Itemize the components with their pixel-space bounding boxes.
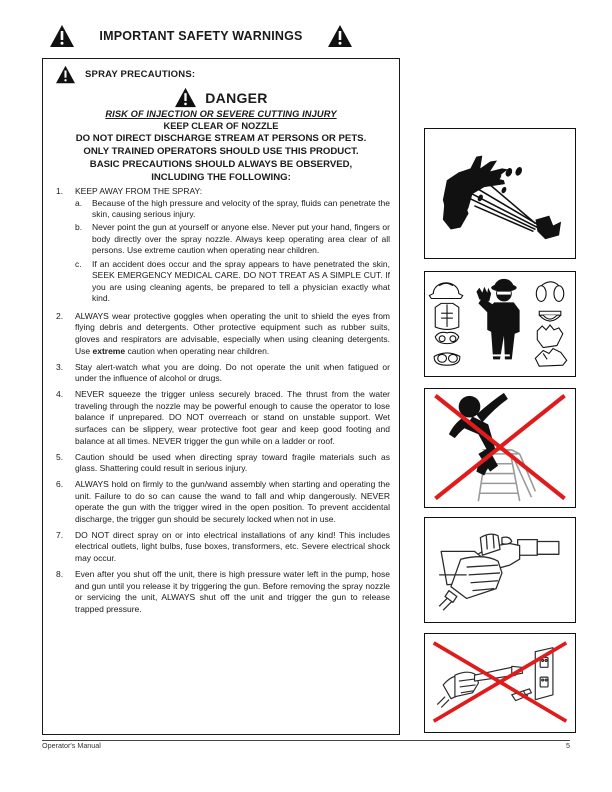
danger-statement: ONLY TRAINED OPERATORS SHOULD USE THIS PRODUCT. xyxy=(83,146,359,157)
warning-triangle-icon xyxy=(55,65,76,84)
sub-list-item xyxy=(75,222,390,257)
sub-list-item xyxy=(75,259,390,305)
worker-figure xyxy=(476,279,519,359)
hand-injection-spray-illustration xyxy=(424,128,576,259)
protective-equipment-illustration xyxy=(424,271,576,377)
danger-statement: BASIC PRECAUTIONS SHOULD ALWAYS BE OBSERVED, xyxy=(89,159,353,170)
spray-precautions-header xyxy=(55,65,195,84)
emphasized-word: extreme xyxy=(92,345,126,356)
hold-trigger-gun-firmly-illustration xyxy=(424,517,576,623)
ear-muffs-icon xyxy=(536,286,546,302)
list-item-text: Stay alert-watch what you are doing. Do not operate the unit when fatigued or under the influence of alcohol or drugs. xyxy=(75,361,390,384)
list-item-number: 6. xyxy=(56,479,64,490)
sub-item-text: Because of the high pressure and velocity of the spray, fluids can penetrate the skin, causing serious injury. xyxy=(92,197,390,220)
list-item-text: DO NOT direct spray on or into electrical installations of any kind! This includes electrical outlets, light bulbs, fuse boxes, transformers, etc. Severe electrical shock may occur. xyxy=(75,529,390,564)
sub-item-text: If an accident does occur and the spray appears to have penetrated the skin, SEEK EMERGENCY MEDICAL CARE. DO NOT TREAT AS A SIMPLE CUT. If you are using cleaning agents, be prepared to tell a physician exactly what kind. xyxy=(92,258,390,304)
list-item-number: 1. xyxy=(56,186,64,196)
list-item xyxy=(53,479,390,525)
face-shield-icon xyxy=(539,311,561,315)
danger-heading-row xyxy=(43,87,399,108)
list-item-number: 2. xyxy=(56,310,64,321)
sub-list-item xyxy=(75,198,390,221)
sub-item-letter: a. xyxy=(75,197,83,208)
sub-item-letter: c. xyxy=(75,258,82,269)
list-item xyxy=(53,186,390,306)
danger-block xyxy=(43,87,399,183)
hard-hat-icon xyxy=(429,283,462,299)
list-item-number: 3. xyxy=(56,361,64,372)
danger-statement: INCLUDING THE FOLLOWING: xyxy=(151,172,291,183)
list-item-text: NEVER squeeze the trigger unless securely braced. The thrust from the water traveling through the nozzle may be powerful enough to cause the operator to lose balance if unprepared. DO NOT overreach or stand on unstable support. Wet surfaces can be slippery, wear protective foot gear and keep good footing and balance at all times. NEVER trigger the gun while on a ladder or roof. xyxy=(75,389,390,446)
risk-of-injection-line: RISK OF INJECTION OR SEVERE CUTTING INJURY xyxy=(105,109,337,119)
list-item-text: ALWAYS hold on firmly to the gun/wand assembly when starting and operating the unit. Failure to do so can cause the wand to fall and whip dangerously. NEVER operate the gun with the trigger wired in the open position. To prevent accidental discharge, the trigger gun should be securely locked when not in use. xyxy=(75,479,390,524)
list-item xyxy=(53,389,390,447)
gloves-icon xyxy=(537,325,563,348)
list-item-text-part: caution when operating near children. xyxy=(125,345,270,356)
sub-list xyxy=(75,198,390,305)
footer-document-name: Operator's Manual xyxy=(42,741,101,750)
page-header xyxy=(42,18,360,54)
list-item xyxy=(53,311,390,357)
list-item-text: Even after you shut off the unit, there is high pressure water left in the pump, hose and gun until you release it by triggering the gun. Before removing the spray nozzle or servicing the unit, ALWAYS shut off the unit and trigger the gun to release trapped pressure. xyxy=(75,569,390,614)
list-item-text xyxy=(75,311,390,357)
list-item xyxy=(53,362,390,385)
list-item-number: 5. xyxy=(56,451,64,462)
page-title: IMPORTANT SAFETY WARNINGS xyxy=(99,29,303,43)
list-item xyxy=(53,530,390,565)
keep-clear-of-nozzle-line: KEEP CLEAR OF NOZZLE xyxy=(163,121,279,131)
no-spray-electrical-outlet-illustration xyxy=(424,633,576,733)
list-item-number: 4. xyxy=(56,389,64,400)
sub-item-text: Never point the gun at yourself or anyone else. Never put your hand, fingers or body directly over the spray nozzle. Always keep operating area clear of all persons. Use extreme caution when operating near children. xyxy=(92,222,390,256)
list-item-text: KEEP AWAY FROM THE SPRAY: xyxy=(75,186,203,196)
safety-instructions-list xyxy=(53,186,390,620)
spray-precautions-label: SPRAY PRECAUTIONS: xyxy=(85,69,196,80)
warning-triangle-icon xyxy=(49,24,75,48)
list-item-number: 8. xyxy=(56,569,64,580)
danger-word: DANGER xyxy=(205,89,268,106)
danger-statement: DO NOT DIRECT DISCHARGE STREAM AT PERSONS OR PETS. xyxy=(75,133,367,144)
footer-page-number: 5 xyxy=(566,741,570,750)
list-item-number: 7. xyxy=(56,529,64,540)
warning-triangle-icon xyxy=(174,87,197,108)
warning-triangle-icon xyxy=(327,24,353,48)
list-item-text: Caution should be used when directing spray toward fragile materials such as glass. Shattering could result in serious injury. xyxy=(75,451,390,474)
sub-item-letter: b. xyxy=(75,222,83,233)
list-item xyxy=(53,452,390,475)
page-footer xyxy=(42,741,570,750)
list-item-text-part: ALWAYS wear protective goggles when operating the unit to shield the eyes from flying debris and detergents. Other protective equipment such as rubber suits, gloves and respirators are advisable, especially when using cleaning detergents. Use xyxy=(75,310,390,356)
boots-icon xyxy=(535,349,566,367)
no-ladder-fall-illustration xyxy=(424,388,576,508)
safety-warning-box xyxy=(42,58,400,735)
list-item xyxy=(53,569,390,615)
